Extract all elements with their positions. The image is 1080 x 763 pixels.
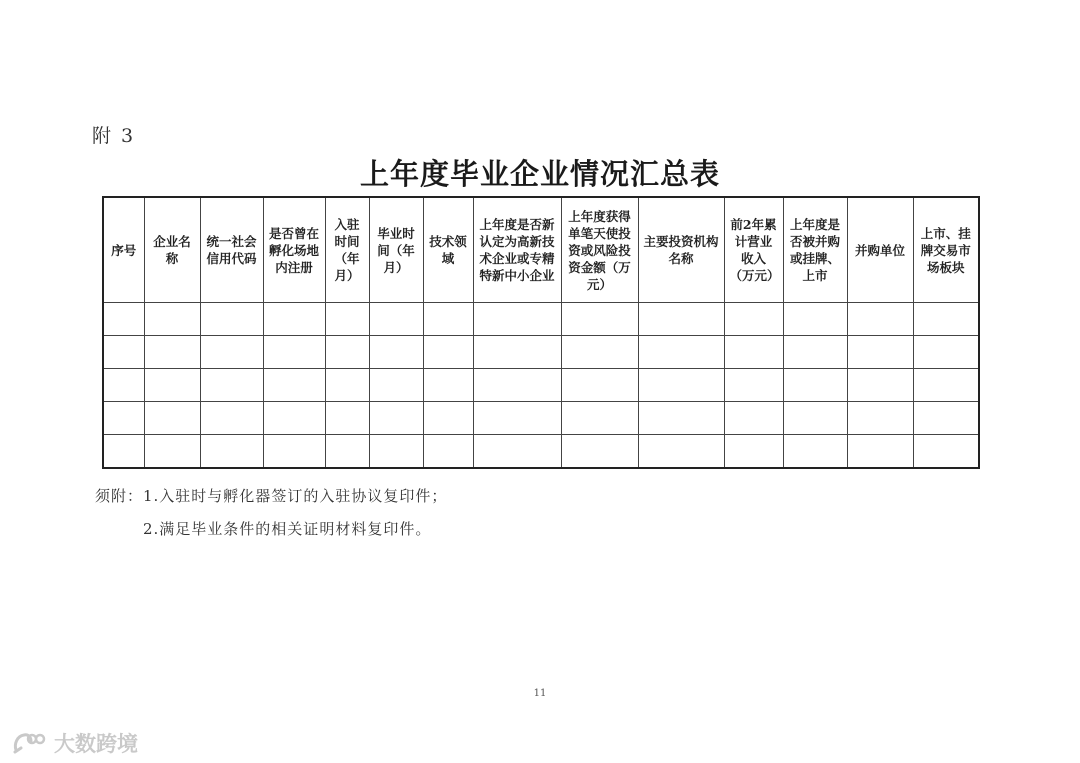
- col-header-acquired-or-listed: 上年度是否被并购或挂牌、上市: [783, 197, 847, 303]
- chat-bubble-logo-icon: [12, 730, 46, 756]
- table-cell: [263, 402, 325, 435]
- table-cell: [561, 435, 638, 469]
- table-header-row: [103, 197, 979, 303]
- table-row: [103, 402, 979, 435]
- table-cell: [847, 303, 913, 336]
- table-cell: [473, 435, 561, 469]
- col-header-tech-field: 技术领域: [423, 197, 473, 303]
- table-cell: [423, 336, 473, 369]
- table-cell: [561, 369, 638, 402]
- table-cell: [783, 336, 847, 369]
- table-cell: [473, 303, 561, 336]
- table-cell: [200, 336, 263, 369]
- table-cell: [263, 336, 325, 369]
- table-cell: [423, 402, 473, 435]
- table-cell: [913, 303, 979, 336]
- col-header-graduation-time: 毕业时间（年月）: [369, 197, 423, 303]
- table-cell: [423, 369, 473, 402]
- table-cell: [103, 336, 144, 369]
- table-cell: [638, 402, 724, 435]
- table-cell: [724, 369, 783, 402]
- watermark: [12, 728, 138, 758]
- table-cell: [103, 369, 144, 402]
- table-row: [103, 435, 979, 469]
- table-cell: [561, 336, 638, 369]
- table-cell: [847, 336, 913, 369]
- table-cell: [369, 369, 423, 402]
- table-cell: [369, 435, 423, 469]
- table-cell: [913, 435, 979, 469]
- table-cell: [200, 402, 263, 435]
- watermark-text: 大数跨境: [54, 732, 138, 756]
- table-cell: [638, 369, 724, 402]
- page-title: 上年度毕业企业情况汇总表: [359, 157, 720, 191]
- col-header-entry-time: 入驻时间（年月）: [325, 197, 369, 303]
- table-cell: [638, 303, 724, 336]
- table-cell: [783, 402, 847, 435]
- col-header-high-tech-recognition: 上年度是否新认定为高新技术企业或专精特新中小企业: [473, 197, 561, 303]
- table-cell: [638, 336, 724, 369]
- table-cell: [325, 369, 369, 402]
- table-cell: [423, 303, 473, 336]
- table-cell: [325, 303, 369, 336]
- table-cell: [473, 402, 561, 435]
- table-cell: [724, 402, 783, 435]
- table-cell: [144, 303, 200, 336]
- table-cell: [473, 336, 561, 369]
- table-cell: [724, 336, 783, 369]
- table-cell: [103, 303, 144, 336]
- table-cell: [724, 435, 783, 469]
- table-cell: [473, 369, 561, 402]
- page-number: 11: [533, 688, 547, 699]
- table-cell: [103, 435, 144, 469]
- col-header-revenue: 前2年累计营业收入（万元）: [724, 197, 783, 303]
- table-cell: [561, 303, 638, 336]
- table-cell: [200, 435, 263, 469]
- table-cell: [369, 336, 423, 369]
- note-line-1: 须附：1.入驻时与孵化器签订的入驻协议复印件；: [95, 487, 448, 505]
- table-cell: [144, 435, 200, 469]
- table-cell: [783, 369, 847, 402]
- table-cell: [144, 369, 200, 402]
- table-body: [103, 303, 979, 469]
- table-cell: [144, 402, 200, 435]
- col-header-acquirer: 并购单位: [847, 197, 913, 303]
- table-cell: [200, 303, 263, 336]
- table-cell: [847, 435, 913, 469]
- table-cell: [369, 402, 423, 435]
- note-line-2: 2.满足毕业条件的相关证明材料复印件。: [143, 520, 432, 538]
- table-cell: [561, 402, 638, 435]
- table-cell: [325, 435, 369, 469]
- table-cell: [913, 369, 979, 402]
- table-row: [103, 303, 979, 336]
- table-cell: [263, 369, 325, 402]
- table-cell: [144, 336, 200, 369]
- table-cell: [724, 303, 783, 336]
- col-header-credit-code: 统一社会信用代码: [200, 197, 263, 303]
- table-cell: [200, 369, 263, 402]
- table-cell: [325, 402, 369, 435]
- table-cell: [638, 435, 724, 469]
- table-cell: [369, 303, 423, 336]
- col-header-market-board: 上市、挂牌交易市场板块: [913, 197, 979, 303]
- table-cell: [423, 435, 473, 469]
- table-cell: [847, 402, 913, 435]
- table-cell: [913, 336, 979, 369]
- col-header-index: 序号: [103, 197, 144, 303]
- table-cell: [783, 303, 847, 336]
- col-header-investment-amount: 上年度获得单笔天使投资或风险投资金额（万元）: [561, 197, 638, 303]
- table-cell: [783, 435, 847, 469]
- table-row: [103, 336, 979, 369]
- col-header-registered-in-incubator: 是否曾在孵化场地内注册: [263, 197, 325, 303]
- summary-table: [102, 196, 980, 469]
- table-cell: [263, 303, 325, 336]
- col-header-main-investors: 主要投资机构名称: [638, 197, 724, 303]
- attachment-label: 附 3: [92, 125, 136, 147]
- table-cell: [847, 369, 913, 402]
- table-cell: [913, 402, 979, 435]
- table-cell: [263, 435, 325, 469]
- table-row: [103, 369, 979, 402]
- notes: [95, 480, 447, 546]
- table-cell: [103, 402, 144, 435]
- table-cell: [325, 336, 369, 369]
- col-header-company-name: 企业名称: [144, 197, 200, 303]
